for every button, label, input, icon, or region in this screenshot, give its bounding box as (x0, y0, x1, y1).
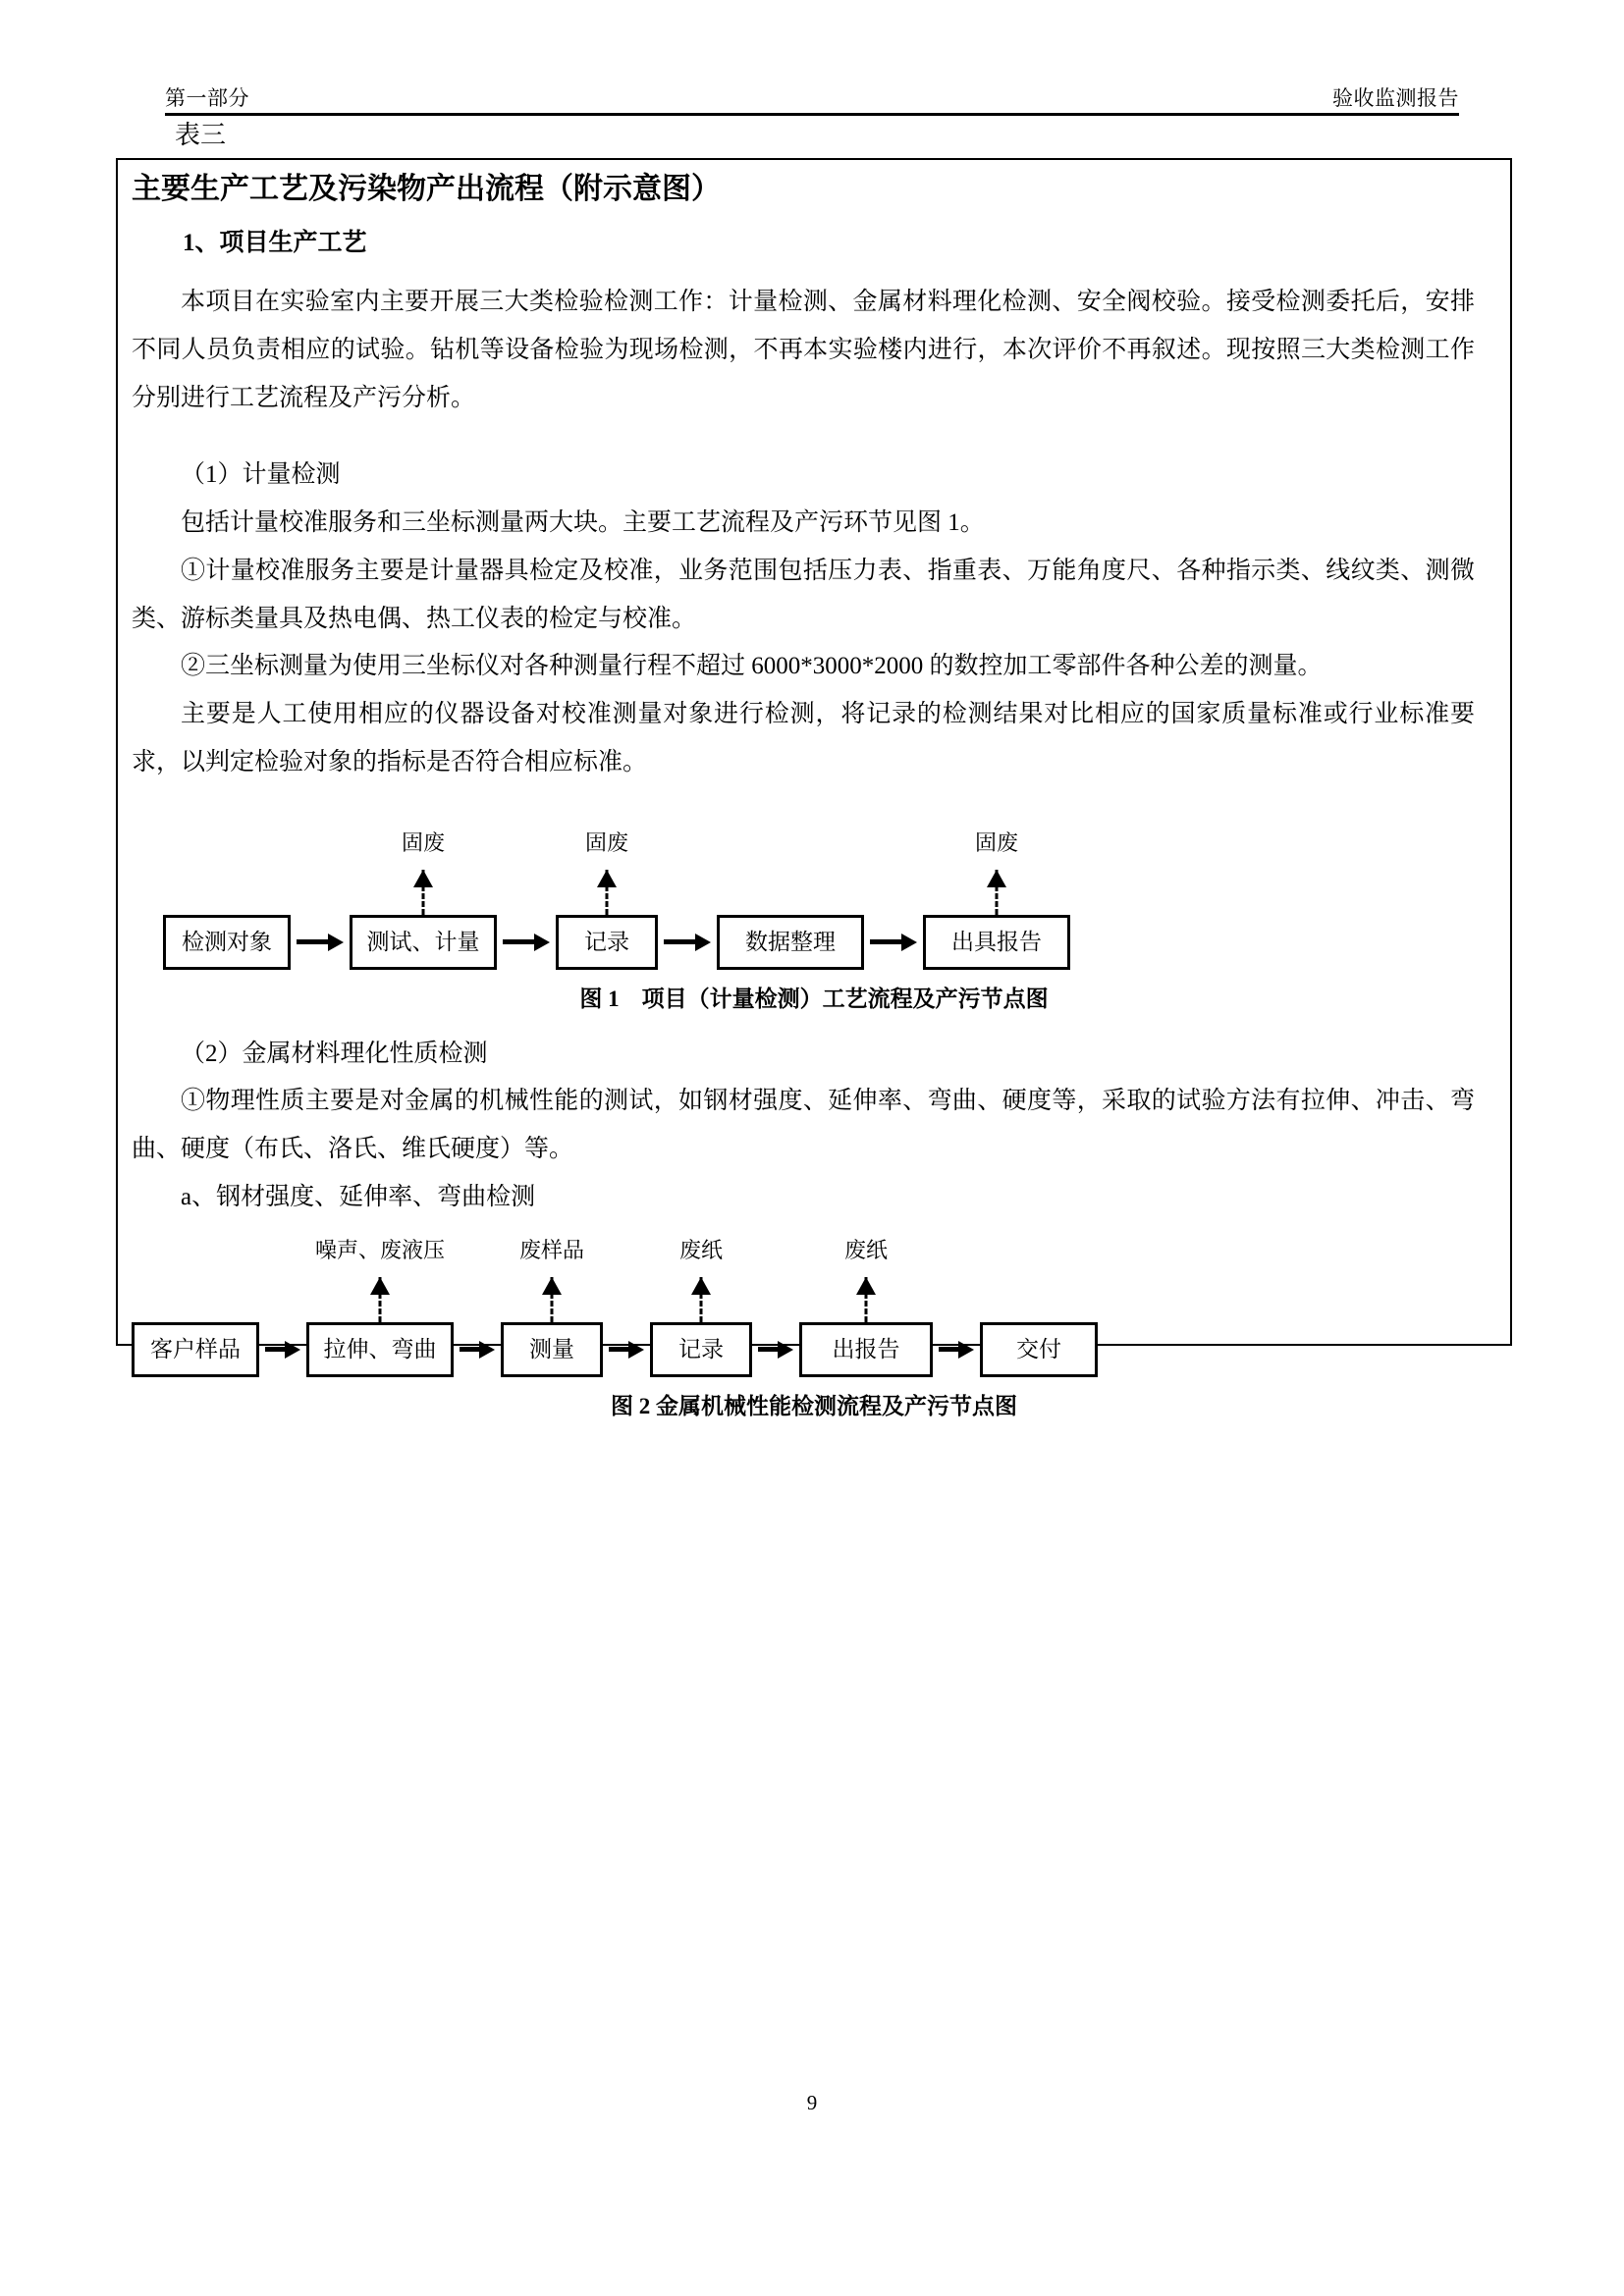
paragraph-manual-inspection: 主要是人工使用相应的仪器设备对校准测量对象进行检测，将记录的检测结果对比相应的国家质量标准或行业标准要求，以判定检验对象的指标是否符合相应标准。 (132, 701, 1475, 775)
paragraph-item-a: a、钢材强度、延伸率、弯曲检测 (181, 1183, 536, 1210)
running-header (165, 69, 1459, 116)
paragraph-physical-properties: ①物理性质主要是对金属的机械性能的测试，如钢材强度、延伸率、弯曲、硬度等，采取的试验方法有拉伸、冲击、弯曲、硬度（布氏、洛氏、维氏硬度）等。 (132, 1088, 1475, 1163)
figure-1-flowchart (118, 830, 1510, 978)
flow-box: 出报告 (799, 1322, 933, 1377)
paragraph-cmm-measurement: ②三坐标测量为使用三坐标仪对各种测量行程不超过 6000*3000*2000 的数控加工零部件各种公差的测量。 (181, 653, 1323, 680)
header-left-text: 第一部分 (165, 85, 249, 110)
waste-arrow-head (370, 1277, 390, 1295)
page-number: 9 (806, 2091, 818, 2114)
flow-arrow (297, 934, 344, 951)
flow-box: 交付 (980, 1322, 1098, 1377)
flow-box: 记录 (650, 1322, 752, 1377)
flow-arrow (870, 934, 917, 951)
waste-label: 固废 (584, 829, 629, 855)
flow-box: 出具报告 (923, 915, 1070, 970)
figure-2-caption: 图 2 金属机械性能检测流程及产污节点图 (611, 1393, 1017, 1418)
waste-label: 废样品 (518, 1237, 585, 1262)
subsection-heading-1: （1）计量检测 (181, 461, 341, 489)
figure-1-caption: 图 1 项目（计量检测）工艺流程及产污节点图 (579, 986, 1049, 1011)
flow-box: 记录 (556, 915, 658, 970)
spacer (118, 422, 1510, 452)
waste-label: 废纸 (843, 1237, 889, 1262)
paragraph-calibration-service: ①计量校准服务主要是计量器具检定及校准，业务范围包括压力表、指重表、万能角度尺、各种指示类、线纹类、测微类、游标类量具及热电偶、热工仪表的检定与校准。 (132, 557, 1475, 632)
waste-arrow-head (542, 1277, 562, 1295)
flow-box: 测量 (501, 1322, 603, 1377)
flow-box: 客户样品 (132, 1322, 259, 1377)
paragraph-metrology-overview: 包括计量校准服务和三坐标测量两大块。主要工艺流程及产污环节见图 1。 (181, 509, 985, 536)
paragraph-intro: 本项目在实验室内主要开展三大类检验检测工作：计量检测、金属材料理化检测、安全阀校验。接受检测委托后，安排不同人员负责相应的试验。钻机等设备检验为现场检测，不再本实验楼内进行，本次评价不再叙述。现按照三大类检测工作分别进行工艺流程及产污分析。 (132, 289, 1475, 411)
spacer (118, 1015, 1510, 1031)
spacer (118, 1222, 1510, 1238)
subsection-heading-2: （2）金属材料理化性质检测 (181, 1040, 488, 1067)
waste-arrow-head (987, 870, 1006, 887)
waste-arrow-head (856, 1277, 876, 1295)
flow-arrow (664, 934, 711, 951)
flow-arrow (460, 1341, 495, 1359)
spacer (118, 787, 1510, 830)
spacer (118, 263, 1510, 279)
table-label: 表三 (175, 121, 227, 149)
flow-arrow (609, 1341, 644, 1359)
flow-arrow (265, 1341, 300, 1359)
waste-label: 固废 (401, 829, 446, 855)
waste-label: 噪声、废液压 (314, 1237, 446, 1262)
flow-box: 数据整理 (717, 915, 864, 970)
flow-arrow (939, 1341, 974, 1359)
figure-2-flowchart (118, 1238, 1510, 1385)
section-heading-1: 1、项目生产工艺 (183, 229, 367, 256)
page-title: 主要生产工艺及污染物产出流程（附示意图） (132, 173, 721, 205)
flow-box: 检测对象 (163, 915, 291, 970)
flow-arrow (503, 934, 550, 951)
waste-arrow-head (413, 870, 433, 887)
main-content-box (116, 158, 1512, 1418)
waste-arrow-head (691, 1277, 711, 1295)
waste-label: 废纸 (678, 1237, 724, 1262)
flow-arrow (758, 1341, 793, 1359)
flow-box: 测试、计量 (350, 915, 497, 970)
header-right-text: 验收监测报告 (1332, 85, 1459, 110)
waste-arrow-head (597, 870, 617, 887)
flow-box: 拉伸、弯曲 (306, 1322, 454, 1377)
waste-label: 固废 (974, 829, 1019, 855)
